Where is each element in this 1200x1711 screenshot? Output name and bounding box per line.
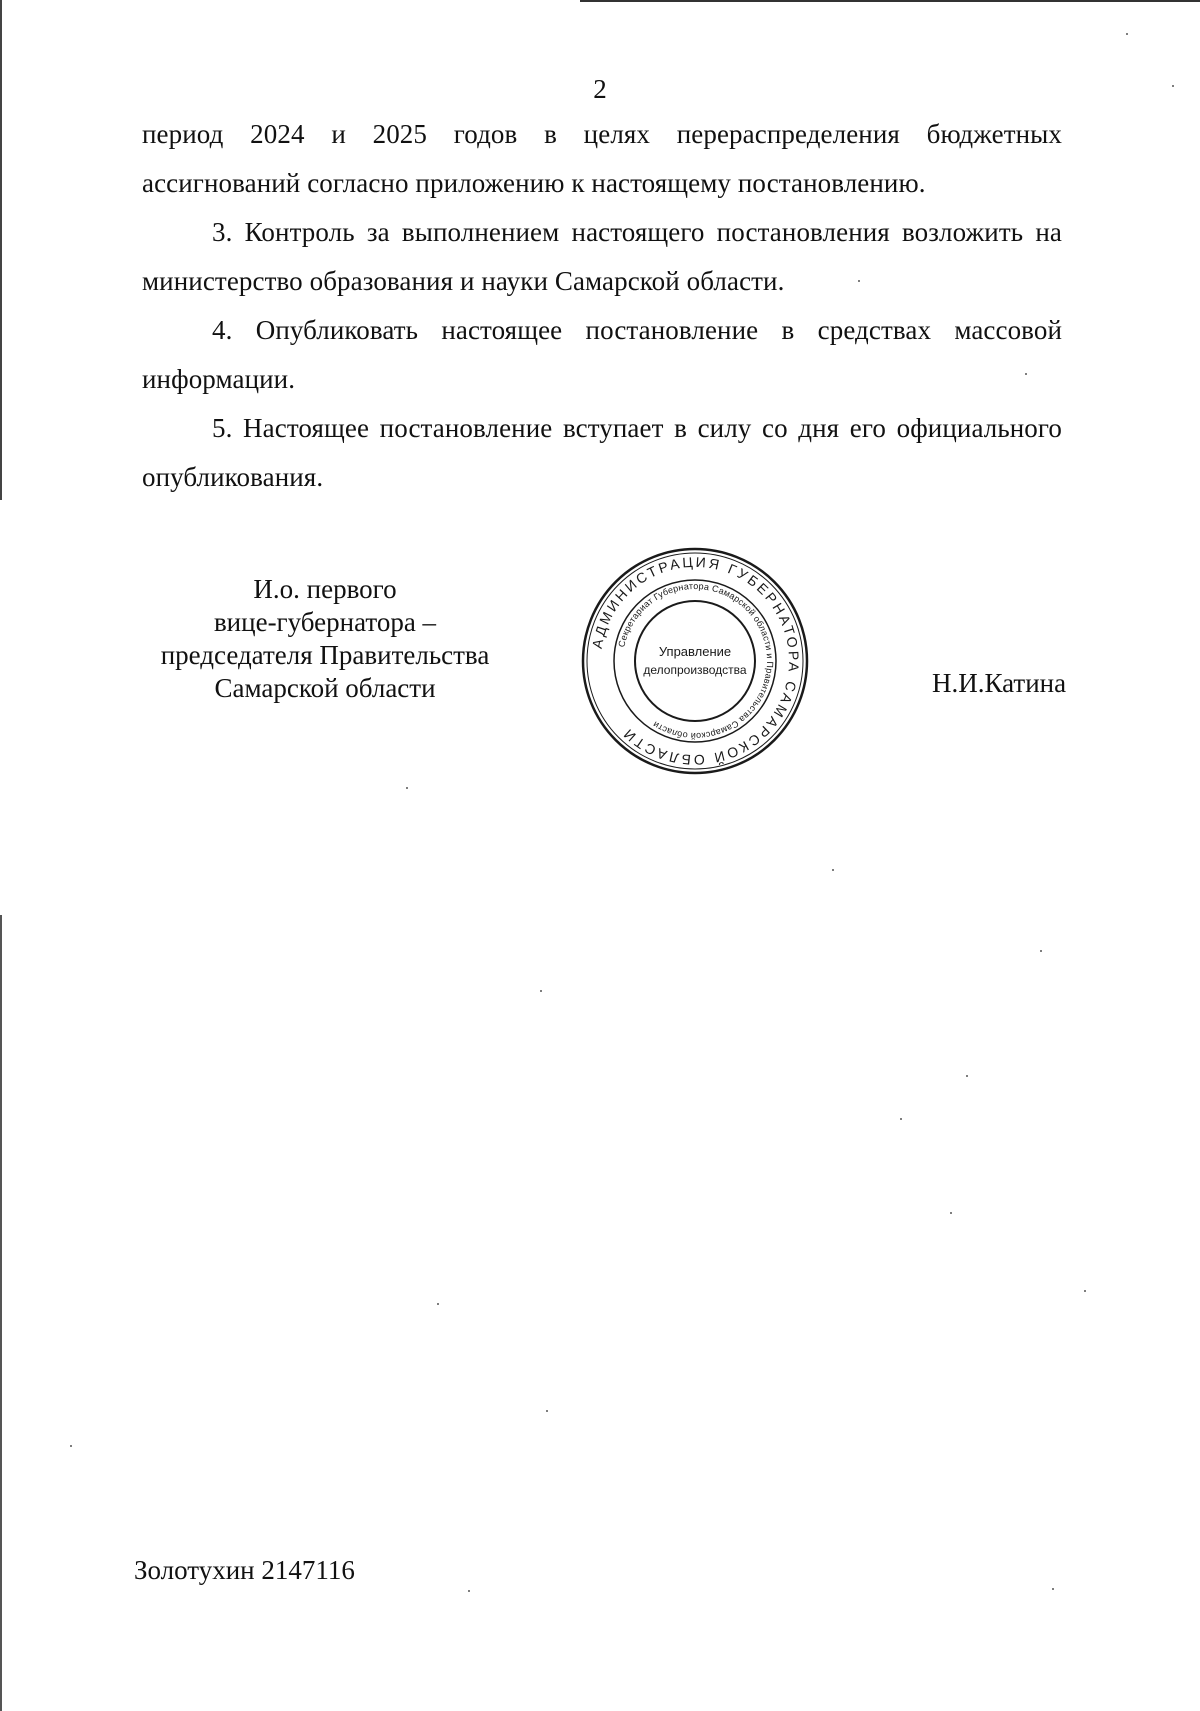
scan-speck	[1084, 1290, 1086, 1292]
position-line: Самарской области	[214, 673, 436, 703]
position-line: И.о. первого	[253, 574, 397, 604]
official-seal	[579, 545, 811, 777]
signatory-position	[150, 573, 500, 705]
seal-graphic	[579, 545, 811, 777]
paragraph-item-3: 3. Контроль за выполнением настоящего постановления возложить на министерство образования и науки Самарской области.	[142, 217, 1062, 296]
page-number: 2	[593, 74, 607, 104]
scan-edge	[0, 915, 2, 1711]
scan-speck	[1025, 373, 1027, 375]
scan-speck	[70, 1445, 72, 1447]
scan-speck	[1172, 85, 1174, 87]
seal-center-line: делопроизводства	[643, 663, 747, 677]
scan-speck	[900, 1118, 902, 1120]
paragraph-item-4: 4. Опубликовать настоящее постановление в средствах массовой информации.	[142, 315, 1062, 394]
document-body	[142, 110, 1062, 502]
scan-speck	[546, 1410, 548, 1412]
seal-center-line: Управление	[658, 644, 732, 659]
scan-speck	[858, 280, 860, 282]
scan-speck	[1126, 33, 1128, 35]
position-line: вице-губернатора –	[213, 607, 437, 637]
scan-speck	[540, 990, 542, 992]
paragraph-item-5: 5. Настоящее постановление вступает в силу со дня его официального опубликования.	[142, 413, 1062, 492]
seal-inner-text: Секретариат Губернатора Самарской области и Правительства Самарской области	[616, 580, 776, 742]
signer-name: Н.И.Катина	[932, 668, 1067, 698]
scan-speck	[966, 1075, 968, 1077]
scan-edge	[580, 0, 1200, 2]
scan-speck	[832, 869, 834, 871]
scan-speck	[1052, 1588, 1054, 1590]
scan-speck	[950, 1212, 952, 1214]
executor-note: Золотухин 2147116	[134, 1555, 355, 1585]
paragraph-continuation: период 2024 и 2025 годов в целях перераспределения бюджетных ассигнований согласно приложению к настоящему постановлению.	[142, 119, 1062, 198]
seal-outer-text: АДМИНИСТРАЦИЯ ГУБЕРНАТОРА САМАРСКОЙ ОБЛАСТИ	[588, 553, 803, 769]
scan-speck	[1040, 950, 1042, 952]
position-line: председателя Правительства	[160, 640, 490, 670]
scan-speck	[406, 787, 408, 789]
scan-speck	[437, 1303, 439, 1305]
scan-speck	[468, 1590, 470, 1592]
